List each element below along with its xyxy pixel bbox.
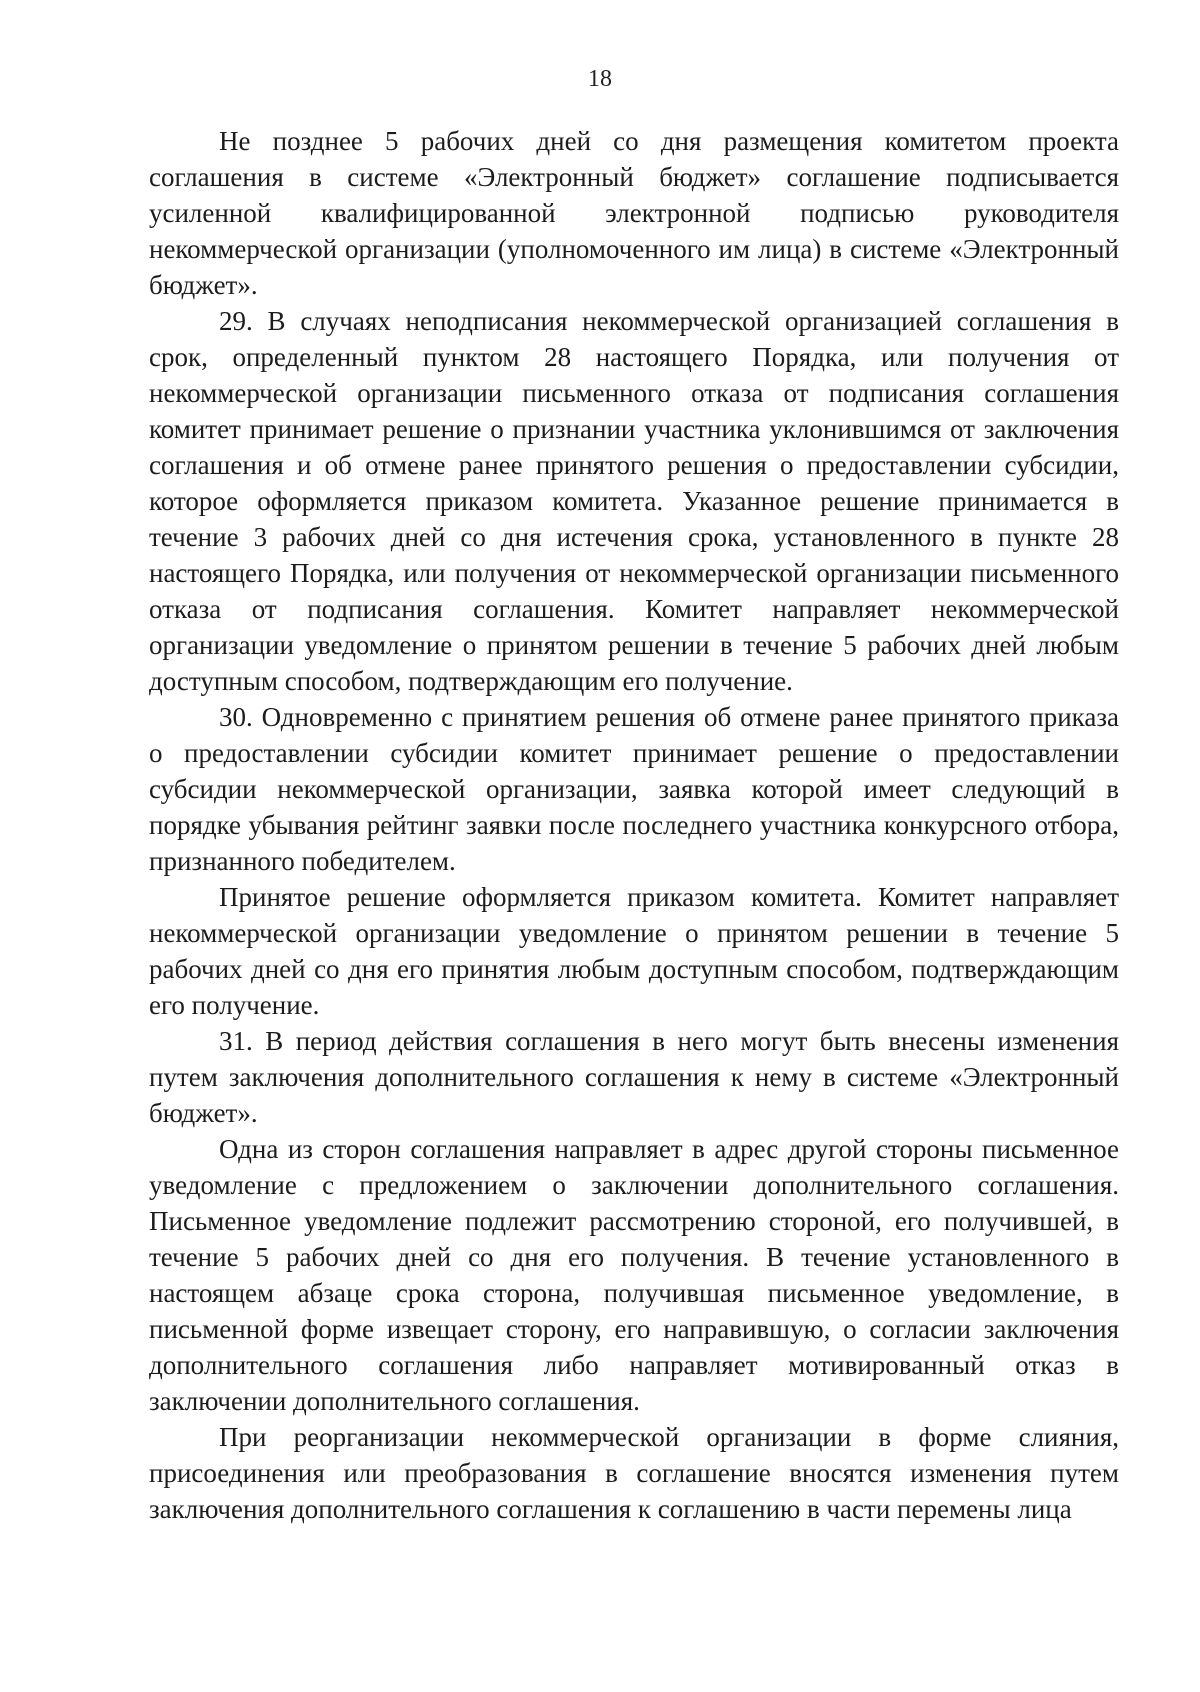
paragraph-item-31: 31. В период действия соглашения в него могут быть внесены изменения путем заключения дополнительного соглашения к нему в системе «Электронный бюджет». <box>149 1026 1119 1128</box>
paragraph-notification: Одна из сторон соглашения направляет в адрес другой стороны письменное уведомление с предложением о заключении дополнительного соглашения. Письменное уведомление подлежит рассмотрению стороной, его получившей, в течение 5 рабочих дней со дня его получения. В течение установленного в настоящем абзаце срока сторона, получившая письменное уведомление, в письменной форме извещает сторону, его направившую, о согласии заключения дополнительного соглашения либо направляет мотивированный отказ в заключении дополнительного соглашения. <box>149 1134 1119 1416</box>
paragraph-signing-deadline: Не позднее 5 рабочих дней со дня размещения комитетом проекта соглашения в системе «Электронный бюджет» соглашение подписывается усиленной квалифицированной электронной подписью руководителя некоммерческой организации (уполномоченного им лица) в системе «Электронный бюджет». <box>149 126 1119 300</box>
paragraph-item-30: 30. Одновременно с принятием решения об отмене ранее принятого приказа о предоставлении субсидии комитет принимает решение о предоставлении субсидии некоммерческой организации, заявка которой имеет следующий в порядке убывания рейтинг заявки после последнего участника конкурсного отбора, признанного победителем. <box>149 702 1119 876</box>
paragraph-decision-order: Принятое решение оформляется приказом комитета. Комитет направляет некоммерческой организации уведомление о принятом решении в течение 5 рабочих дней со дня его принятия любым доступным способом, подтверждающим его получение. <box>149 882 1119 1020</box>
document-body <box>149 123 1119 1527</box>
page-number: 18 <box>588 66 612 92</box>
paragraph-reorganization: При реорганизации некоммерческой организации в форме слияния, присоединения или преобразования в соглашение вносятся изменения путем заключения дополнительного соглашения к соглашению в части перемены лица <box>149 1422 1119 1524</box>
paragraph-item-29: 29. В случаях неподписания некоммерческой организацией соглашения в срок, определенный пунктом 28 настоящего Порядка, или получения от некоммерческой организации письменного отказа от подписания соглашения комитет принимает решение о признании участника уклонившимся от заключения соглашения и об отмене ранее принятого решения о предоставлении субсидии, которое оформляется приказом комитета. Указанное решение принимается в течение 3 рабочих дней со дня истечения срока, установленного в пункте 28 настоящего Порядка, или получения от некоммерческой организации письменного отказа от подписания соглашения. Комитет направляет некоммерческой организации уведомление о принятом решении в течение 5 рабочих дней любым доступным способом, подтверждающим его получение. <box>149 306 1119 696</box>
